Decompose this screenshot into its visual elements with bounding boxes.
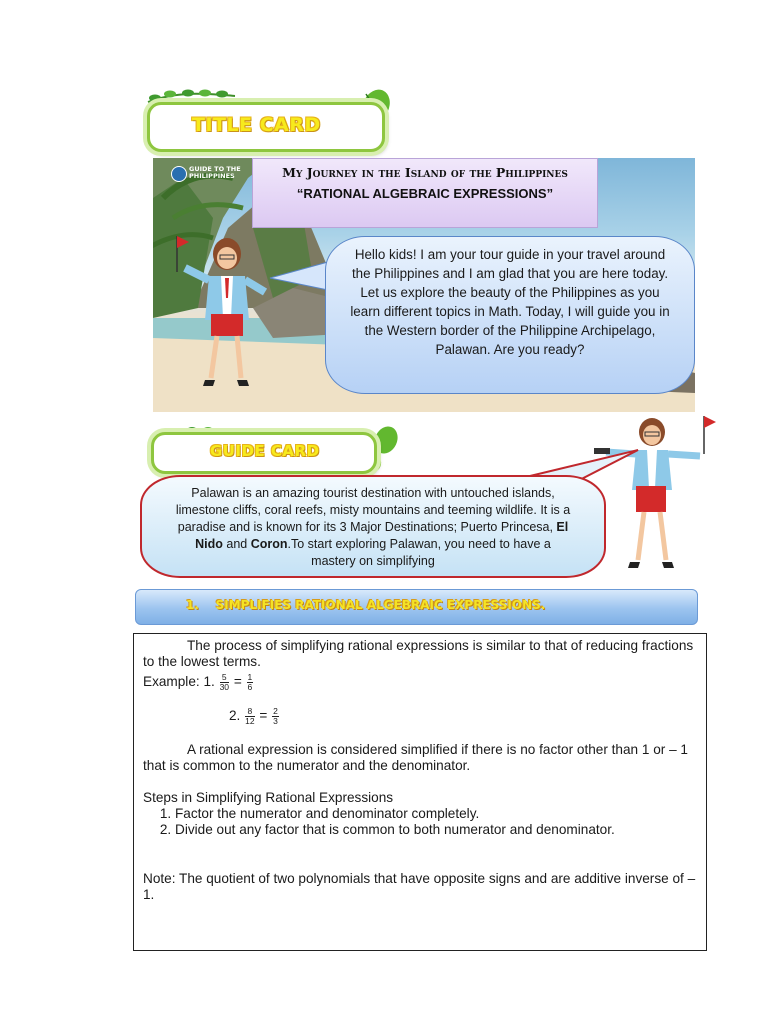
numerator: 5: [220, 673, 229, 683]
denominator: 6: [247, 682, 253, 692]
numerator: 8: [245, 707, 254, 717]
coron-text: Coron: [250, 537, 288, 551]
note-paragraph: Note: The quotient of two polynomials that have opposite signs and are additive inverse of – 1.: [143, 871, 696, 902]
guide-speech-text: [142, 477, 604, 570]
fraction: [247, 673, 254, 692]
objective-number: 1.: [186, 598, 199, 612]
fraction: [245, 707, 254, 726]
guide-speech-and: and: [222, 537, 251, 551]
numerator: 2: [273, 706, 278, 716]
objective-bar: [135, 589, 698, 625]
fraction: [220, 673, 229, 692]
denominator: 3: [273, 716, 278, 726]
intro-speech-text: Hello kids! I am your tour guide in your travel around the Philippines and I am glad that you are here today. Let us explore the beauty of the Philippines as you learn different topics in Math. Today, I will guide you in the Western border of the Philippine Archipelago, Palawan. Are you ready?: [350, 247, 670, 357]
steps-title: Steps in Simplifying Rational Expressions: [143, 790, 394, 805]
speech-bubble-tail: [268, 258, 330, 294]
numerator: 1: [247, 672, 253, 682]
title-card-label: TITLE CARD: [192, 114, 321, 136]
el-nido-text: El Nido: [195, 520, 569, 551]
steps-list: [143, 806, 699, 838]
intro-speech-bubble: [325, 236, 695, 394]
example-2: [229, 707, 280, 726]
objective-text: SIMPLIFIES RATIONAL ALGEBRAIC EXPRESSIONS.: [215, 598, 546, 612]
fraction: [272, 707, 279, 726]
step-item: 2. Divide out any factor that is common to both numerator and denominator.: [175, 822, 699, 838]
steps-section: [143, 790, 699, 838]
guide-card-label: GUIDE CARD: [210, 442, 320, 460]
denominator: 12: [245, 716, 255, 726]
denominator: 30: [219, 682, 230, 692]
guide-speech-part2: .To start exploring Palawan, you need to have a mastery on simplifying: [287, 537, 551, 568]
tour-guide-figure: [165, 228, 285, 398]
lesson-title-box: [252, 158, 598, 228]
step-item: 1. Factor the numerator and denominator completely.: [175, 806, 699, 822]
example-1: [143, 673, 254, 692]
guide-speech-bubble: [140, 475, 606, 578]
guide-logo-text: GUIDE TO THE PHILIPPINES: [189, 165, 241, 180]
guide-logo-icon: [171, 166, 187, 182]
definition-paragraph: A rational expression is considered simplified if there is no factor other than 1 or – 1 that is common to the numerator and the denominator.: [143, 742, 688, 773]
lesson-subtitle: “RATIONAL ALGEBRAIC EXPRESSIONS”: [296, 186, 554, 201]
equals-sign: =: [259, 708, 268, 724]
intro-paragraph: The process of simplifying rational expressions is similar to that of reducing fractions to the lowest terms.: [143, 638, 694, 669]
equals-sign: =: [233, 674, 242, 690]
lesson-content-box: [133, 633, 707, 951]
lesson-title: My Journey in the Island of the Philippines: [282, 165, 568, 180]
example-2-label: 2.: [229, 708, 241, 724]
guide-speech-part1: Palawan is an amazing tourist destination with untouched islands, limestone cliffs, coral reefs, misty mountains and teeming wildlife. It is a paradise and is known for its 3 Major Destinations; Puerto Princesa,: [175, 486, 571, 534]
objective-title: [186, 598, 545, 612]
example-label: Example: 1.: [143, 674, 215, 690]
